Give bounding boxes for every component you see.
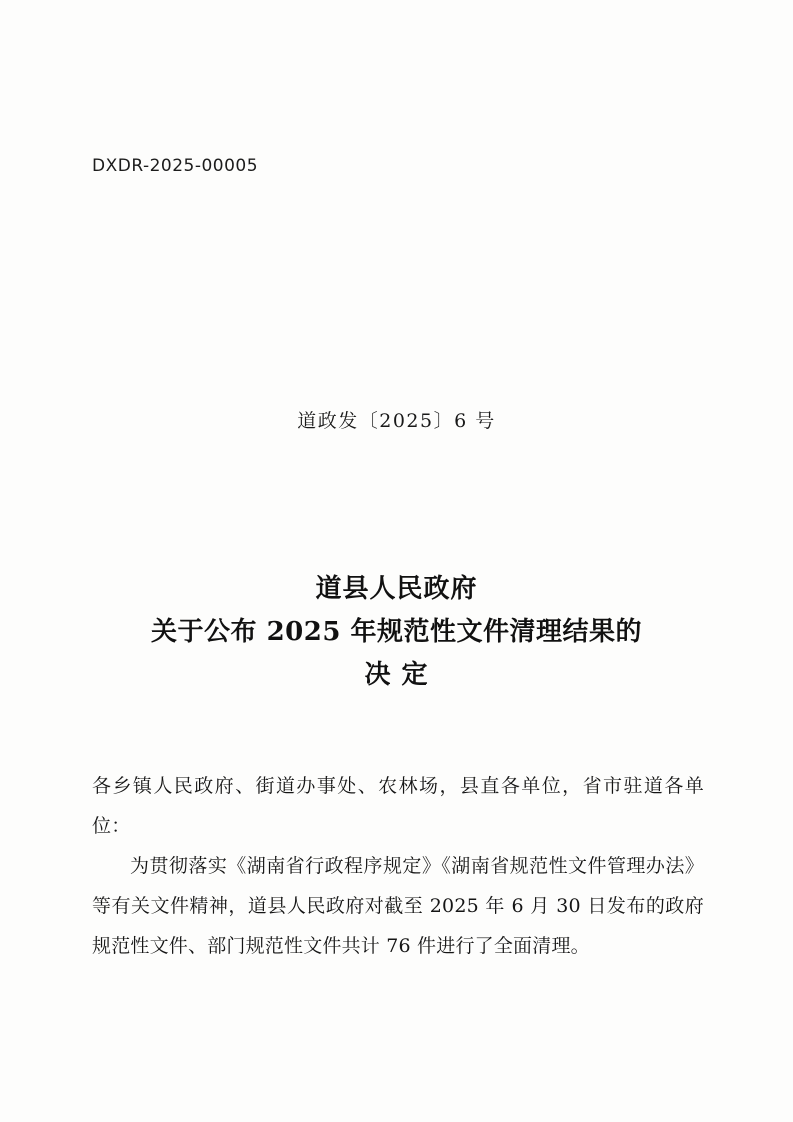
title-line-2: 关于公布 2025 年规范性文件清理结果的 [151,617,642,647]
title-line-1: 道县人民政府 [315,574,478,604]
document-body [92,766,704,966]
salutation: 各乡镇人民政府、街道办事处、农林场，县直各单位，省市驻道各单位： [92,775,704,837]
document-title [0,568,793,697]
issue-number: 道政发〔2025〕6 号 [297,410,496,432]
body-paragraph-1: 为贯彻落实《湖南省行政程序规定》《湖南省规范性文件管理办法》等有关文件精神，道县人民政府对截至 2025 年 6 月 30 日发布的政府规范性文件、部门规范性文件共计 76 件进行了全面清理。 [92,855,704,957]
title-line-3: 决 定 [364,660,429,690]
document-code: DXDR-2025-00005 [92,156,259,176]
